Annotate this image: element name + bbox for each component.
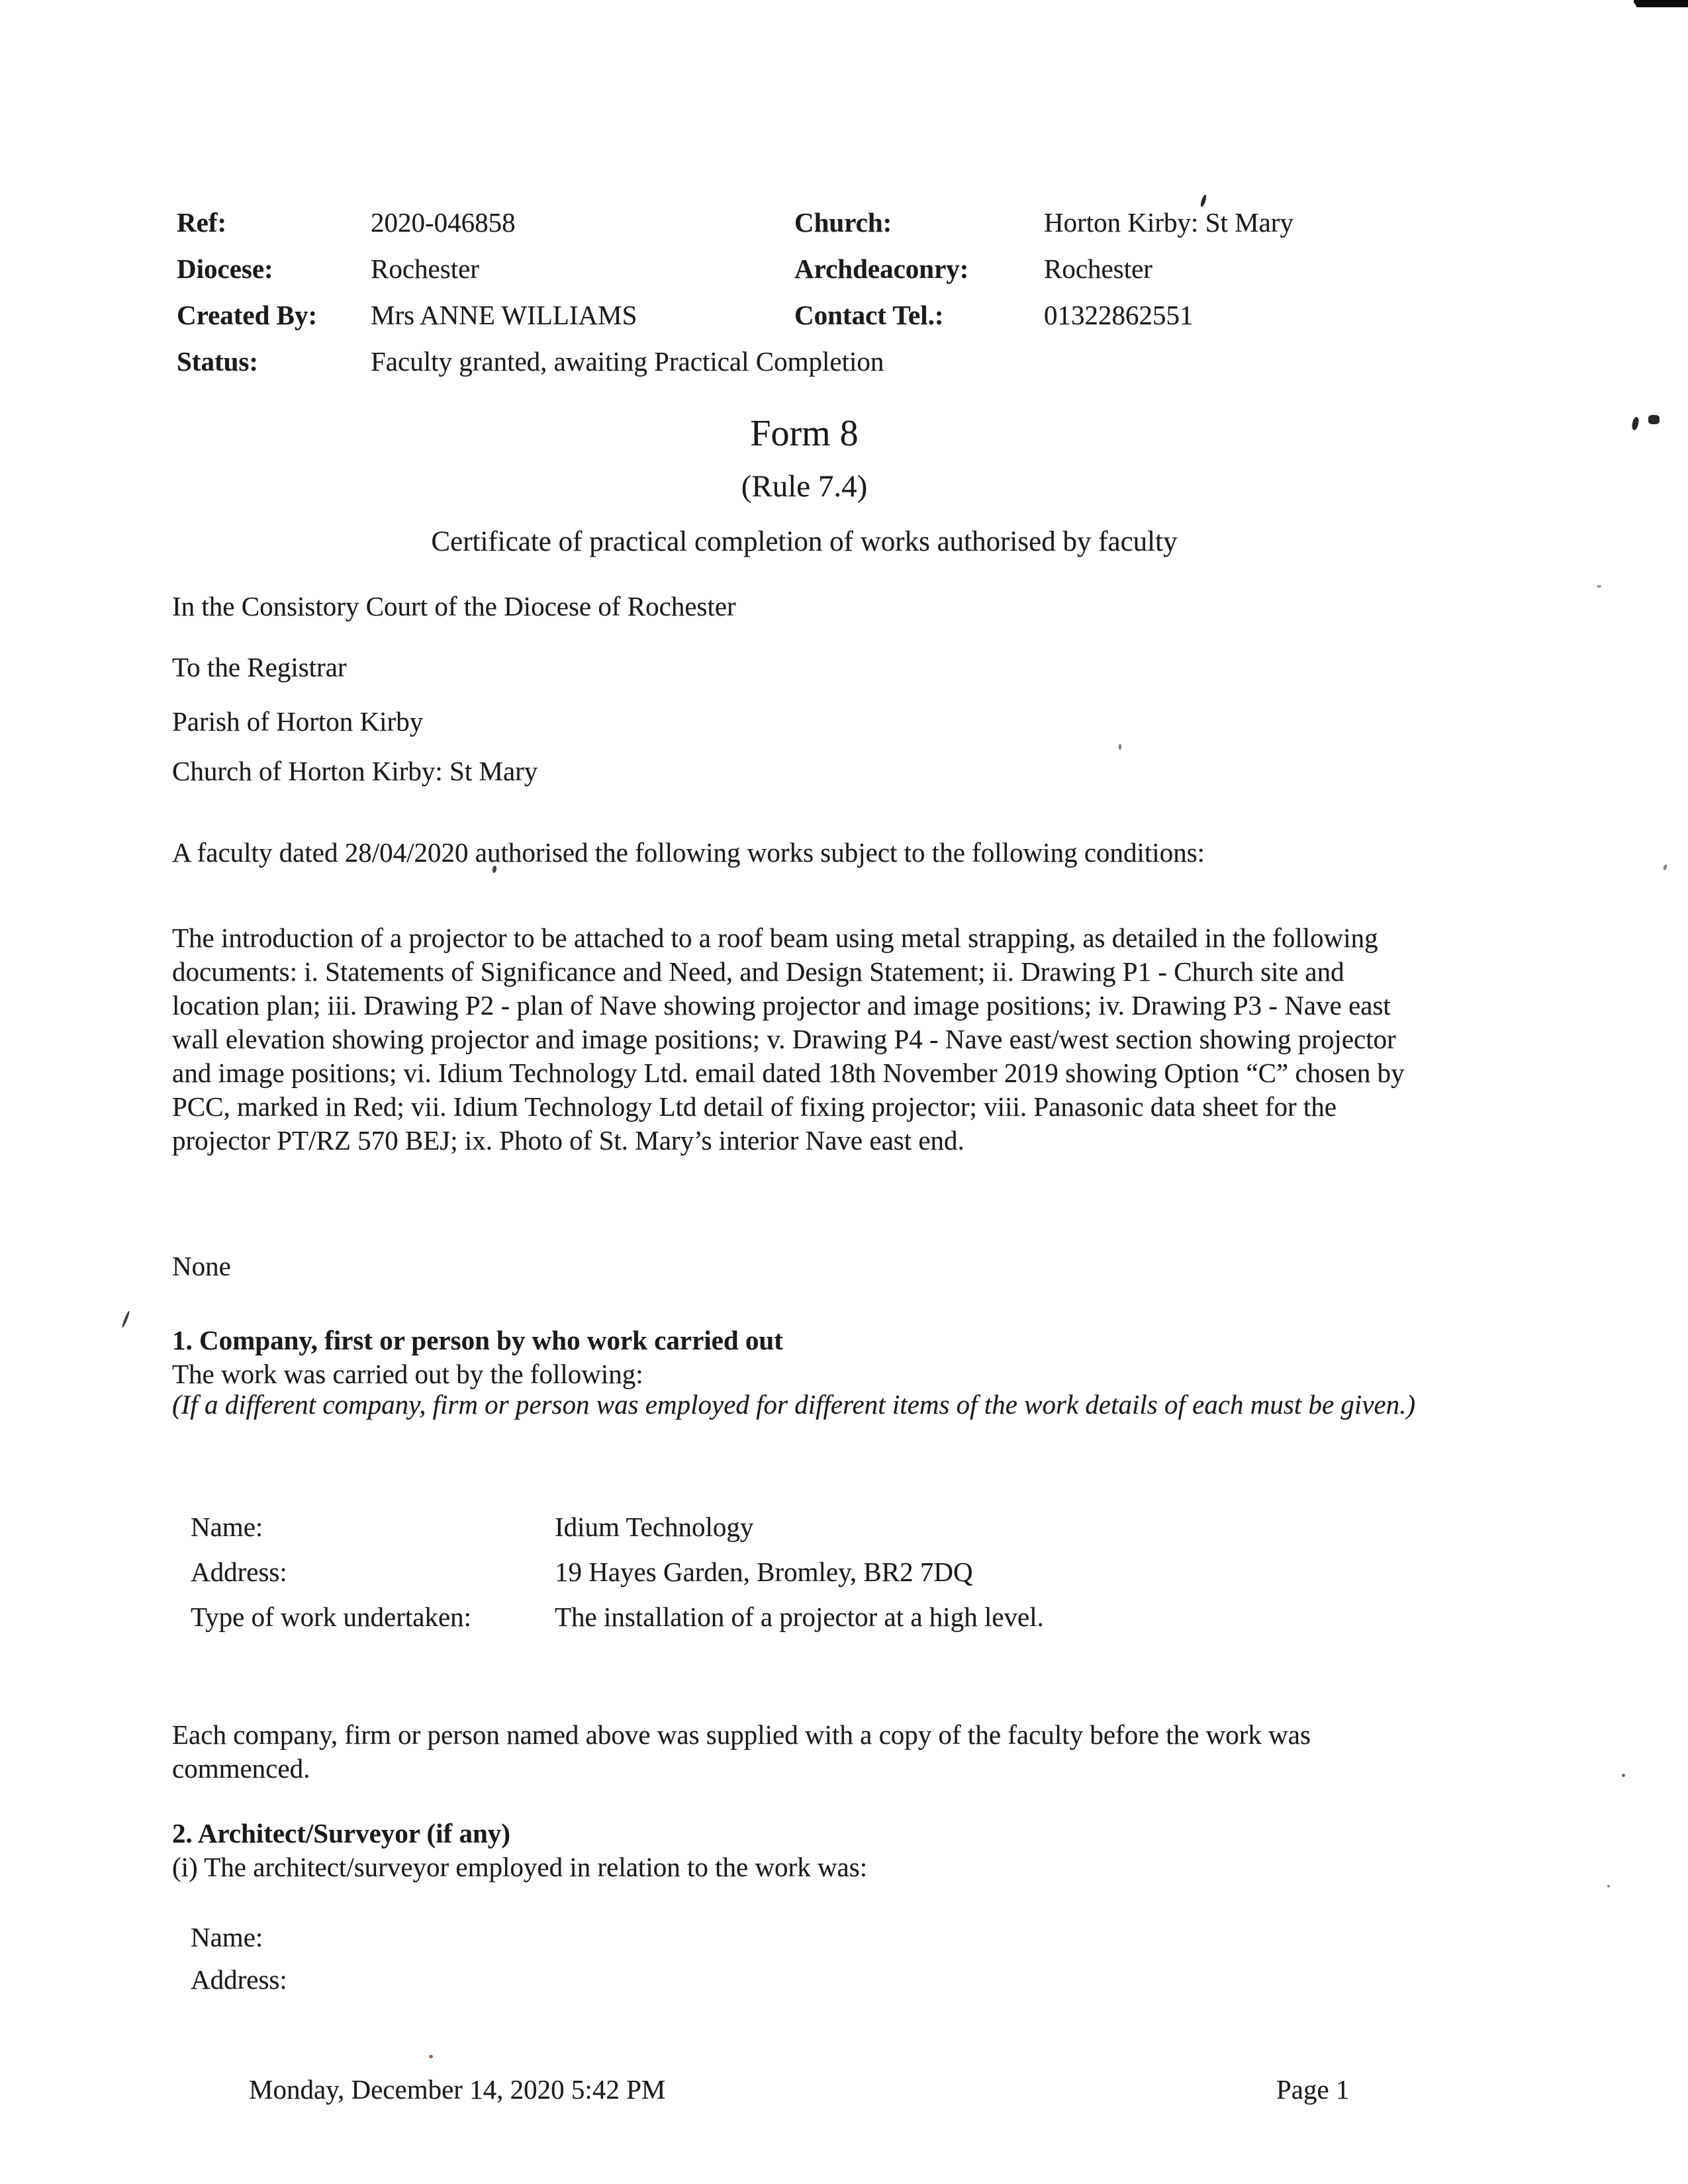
section1-heading: 1. Company, first or person by who work carried out <box>172 1325 783 1355</box>
company-address-value: 19 Hayes Garden, Bromley, BR2 7DQ <box>555 1557 973 1587</box>
footer-datetime: Monday, December 14, 2020 5:42 PM <box>249 2074 666 2105</box>
archdeaconry-label: Archdeaconry: <box>794 253 969 284</box>
section2-intro: (i) The architect/surveyor employed in relation to the work was: <box>172 1852 868 1882</box>
scan-speck <box>1199 195 1207 208</box>
company-name-value: Idium Technology <box>555 1512 754 1542</box>
form-title: Form 8 <box>750 413 859 454</box>
conditions-value: None <box>172 1251 231 1281</box>
created-by-label: Created By: <box>177 300 318 330</box>
section1-intro: The work was carried out by the following: <box>172 1359 643 1389</box>
faculty-dated-line: A faculty dated 28/04/2020 authorised the following works subject to the following conditions: <box>172 837 1205 868</box>
status-value: Faculty granted, awaiting Practical Completion <box>371 346 884 377</box>
type-of-work-value: The installation of a projector at a high level. <box>555 1602 1044 1632</box>
company-name-label: Name: <box>191 1512 263 1542</box>
type-of-work-label: Type of work undertaken: <box>191 1602 472 1632</box>
scan-speck <box>429 2055 433 2058</box>
rule-subtitle: (Rule 7.4) <box>741 469 868 504</box>
scan-speck <box>1597 585 1601 588</box>
ref-value: 2020-046858 <box>371 207 516 238</box>
contact-tel-label: Contact Tel.: <box>794 300 944 330</box>
footer-page-number: Page 1 <box>1276 2074 1350 2105</box>
status-label: Status: <box>177 346 259 377</box>
archdeaconry-value: Rochester <box>1044 253 1152 284</box>
faculty-supplied-note: Each company, firm or person named above was supplied with a copy of the faculty before the work was commenced. <box>172 1719 1311 1784</box>
church-label: Church: <box>794 207 892 238</box>
registrar-line: To the Registrar <box>172 652 347 682</box>
contact-tel-value: 01322862551 <box>1044 300 1194 330</box>
section2-heading: 2. Architect/Surveyor (if any) <box>172 1818 510 1848</box>
scan-artifact-black-bar <box>1634 0 1688 7</box>
architect-address-label: Address: <box>191 1964 287 1995</box>
certificate-heading: Certificate of practical completion of works authorised by faculty <box>431 526 1178 557</box>
scan-speck <box>1622 1774 1625 1777</box>
scan-speck <box>1631 416 1640 430</box>
church-line: Church of Horton Kirby: St Mary <box>172 756 538 786</box>
section1-note: (If a different company, firm or person was employed for different items of the work details of each must be given.) <box>172 1389 1416 1420</box>
consistory-court-line: In the Consistory Court of the Diocese of Rochester <box>172 591 736 621</box>
architect-name-label: Name: <box>191 1922 263 1952</box>
authorised-works-paragraph: The introduction of a projector to be attached to a roof beam using metal strapping, as detailed in the following documents: i. Statements of Significance and Need, and Design Statement; ii. Drawing P1 - Church site and location plan; iii. Drawing P2 - plan of Nave showing projector and image positions; iv. Drawing P3 - Nave east wall elevation showing projector and image positions; v. Drawing P4 - Nave east/west section showing projector and image positions; vi. Idium Technology Ltd. email dated 18th November 2019 showing Option “C” chosen by PCC, marked in Red; vii. Idium Technology Ltd detail of fixing projector; viii. Panasonic data sheet for the projector PT/RZ 570 BEJ; ix. Photo of St. Mary’s interior Nave east end. <box>172 923 1405 1156</box>
church-value: Horton Kirby: St Mary <box>1044 207 1293 238</box>
scan-speck <box>1648 415 1660 424</box>
scan-speck <box>1119 744 1121 750</box>
parish-line: Parish of Horton Kirby <box>172 706 424 737</box>
diocese-label: Diocese: <box>177 253 273 284</box>
created-by-value: Mrs ANNE WILLIAMS <box>371 300 637 330</box>
scan-speck <box>1607 1885 1610 1888</box>
scan-speck <box>121 1310 130 1328</box>
diocese-value: Rochester <box>371 253 479 284</box>
ref-label: Ref: <box>177 207 227 238</box>
company-address-label: Address: <box>191 1557 287 1587</box>
scan-speck <box>1663 864 1667 871</box>
